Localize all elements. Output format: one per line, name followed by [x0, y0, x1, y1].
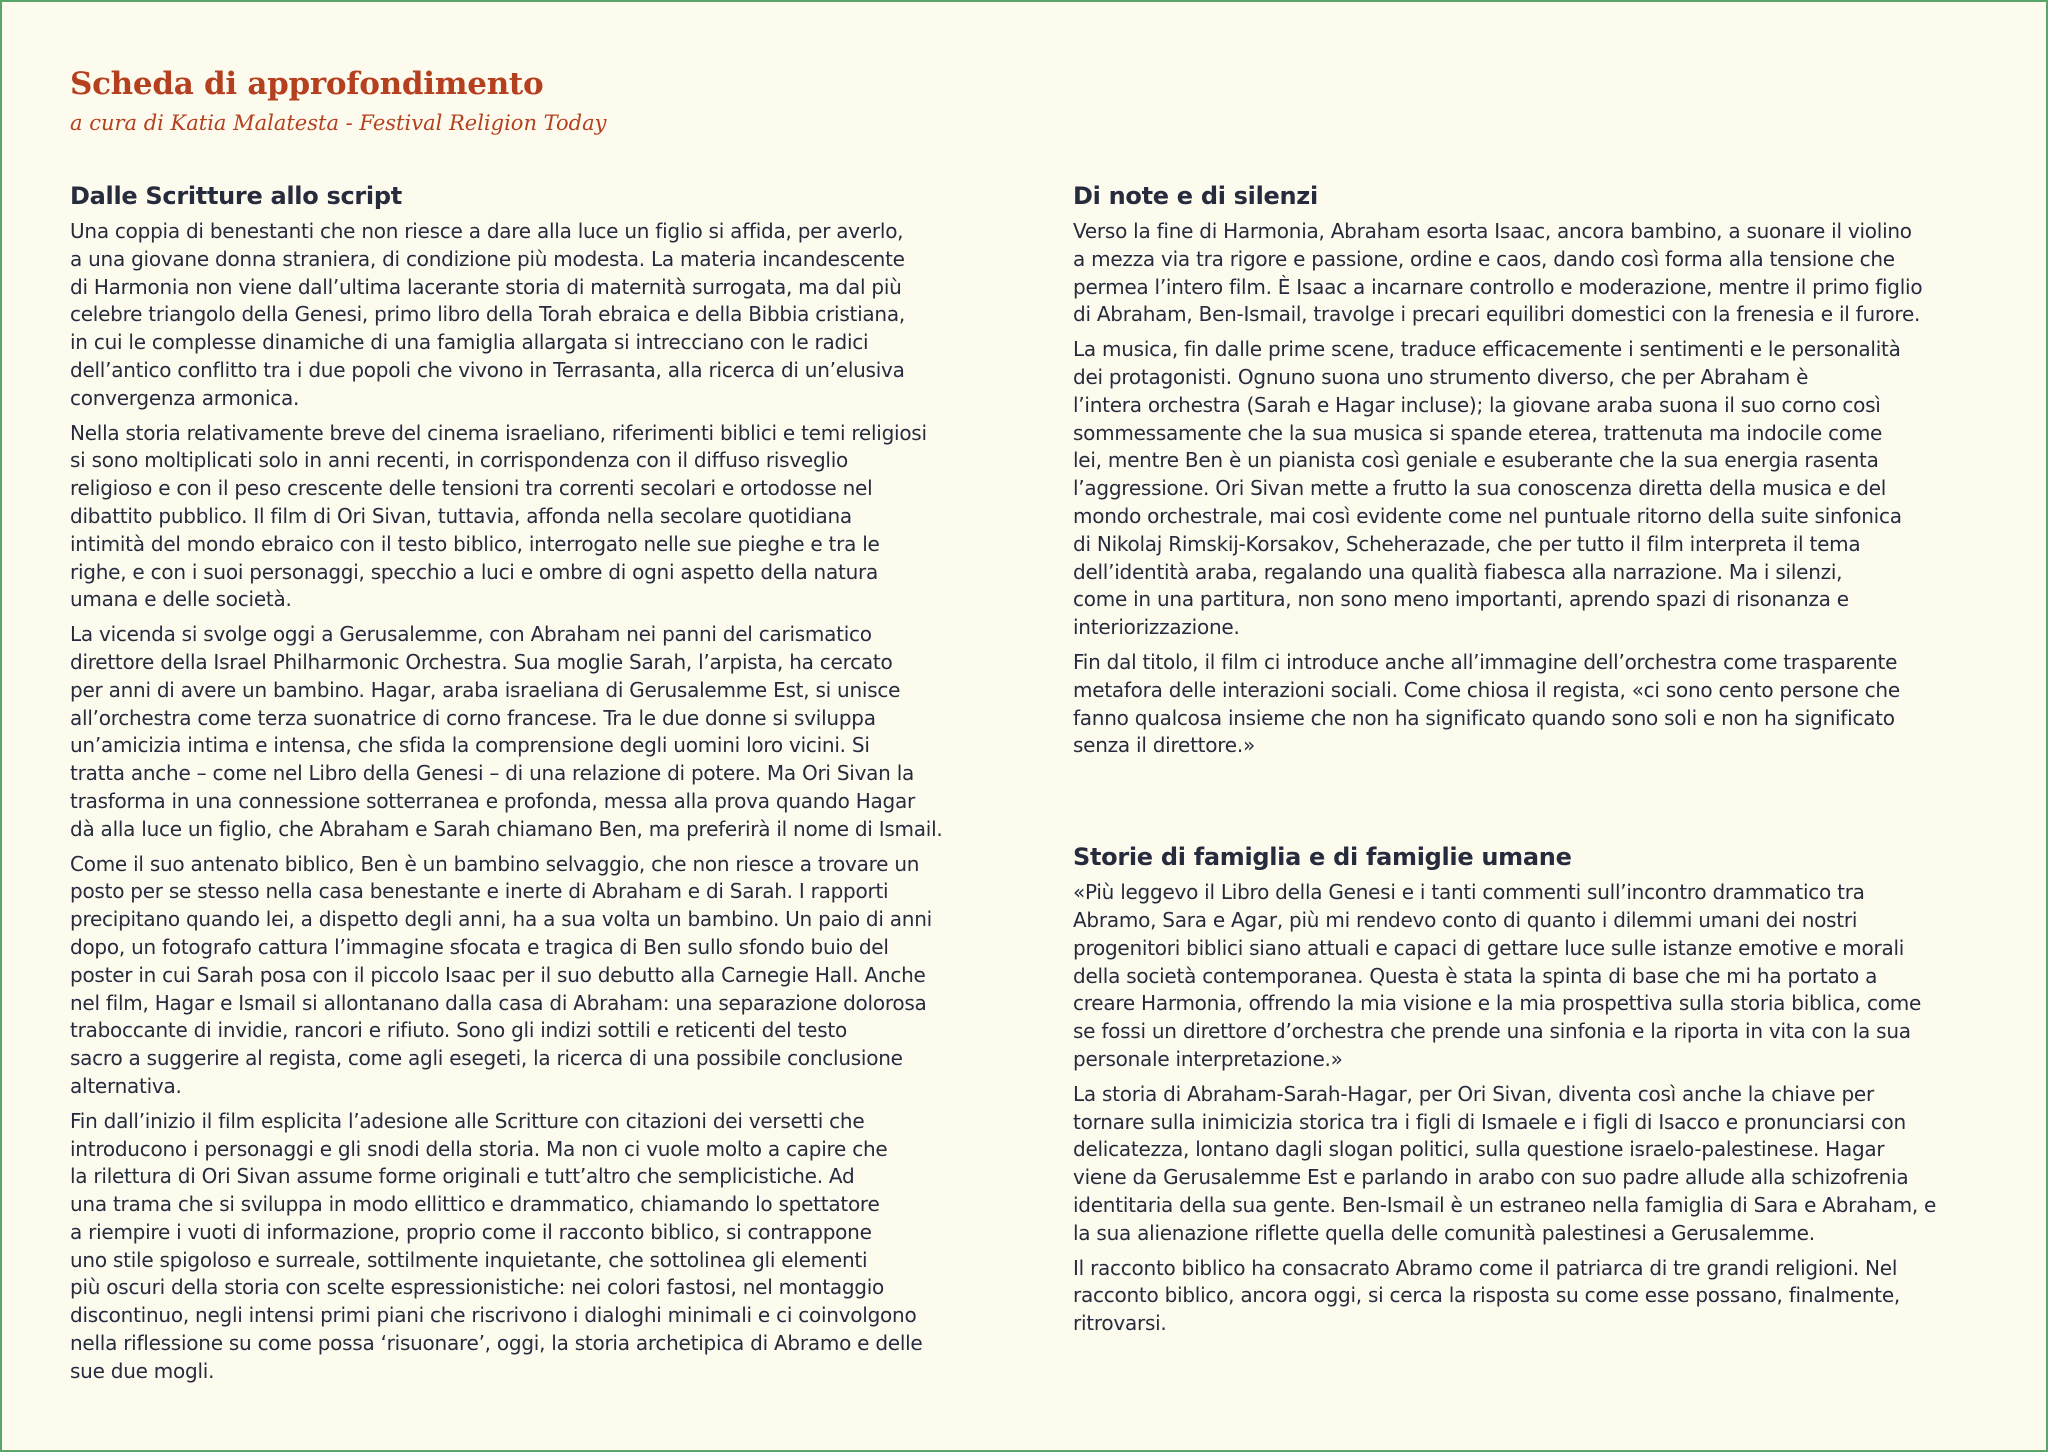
- text-line: Il racconto biblico ha consacrato Abramo come il patriarca di tre grandi religioni. Nel: [1073, 1255, 1898, 1280]
- body-paragraph: [1073, 1081, 2008, 1248]
- text-line: intimità del mondo ebraico con il testo biblico, interrogato nelle sue pieghe e tra le: [70, 531, 880, 556]
- text-line: a una giovane donna straniera, di condizione più modesta. La materia incandescente: [70, 246, 905, 271]
- article-section: [70, 178, 1005, 1386]
- text-line: dei protagonisti. Ognuno suona uno strumento diverso, che per Abraham è: [1073, 364, 1809, 389]
- text-line: identitaria della sua gente. Ben-Ismail è un estraneo nella famiglia di Sara e Abraham, e: [1073, 1192, 1937, 1217]
- text-line: come in una partitura, non sono meno importanti, aprendo spazi di risonanza e: [1073, 587, 1849, 612]
- text-line: dà alla luce un figlio, che Abraham e Sarah chiamano Ben, ma preferirà il nome di Ismail.: [70, 816, 943, 841]
- body-paragraph: [70, 1108, 1005, 1386]
- section-spacer: [1073, 767, 2008, 839]
- text-line: a riempire i vuoti di informazione, proprio come il racconto biblico, si contrappone: [70, 1219, 872, 1244]
- body-paragraph: [70, 218, 1005, 413]
- text-line: dell’identità araba, regalando una qualità fiabesca alla narrazione. Ma i silenzi,: [1073, 559, 1843, 584]
- article-section: [1073, 178, 2008, 760]
- text-line: nel film, Hagar e Ismail si allontanano dalla casa di Abraham: una separazione dolorosa: [70, 990, 927, 1015]
- text-line: trasforma in una connessione sotterranea e profonda, messa alla prova quando Hagar: [70, 788, 915, 813]
- text-line: interiorizzazione.: [1073, 615, 1240, 640]
- text-line: di Nikolaj Rimskij-Korsakov, Scheherazade, che per tutto il film interpreta il tema: [1073, 531, 1861, 556]
- text-line: di Harmonia non viene dall’ultima lacerante storia di maternità surrogata, ma dal più: [70, 274, 902, 299]
- body-paragraph: [70, 420, 1005, 615]
- section-heading: Di note e di silenzi: [1073, 182, 1318, 210]
- text-line: metafora delle interazioni sociali. Come chiosa il regista, «ci sono cento persone che: [1073, 677, 1900, 702]
- body-paragraph: [1073, 649, 2008, 760]
- text-line: l’intera orchestra (Sarah e Hagar incluse); la giovane araba suona il suo corno così: [1073, 392, 1881, 417]
- text-line: «Più leggevo il Libro della Genesi e i tanti commenti sull’incontro drammatico tra: [1073, 880, 1865, 905]
- body-paragraph: [1073, 879, 2008, 1074]
- text-line: sacro a suggerire al regista, come agli esegeti, la ricerca di una possibile conclusione: [70, 1046, 903, 1071]
- text-line: delicatezza, lontano dagli slogan politici, sulla questione israelo-palestinese. Hagar: [1073, 1137, 1885, 1162]
- text-line: poster in cui Sarah posa con il piccolo Isaac per il suo debutto alla Carnegie Hall. Anche: [70, 962, 926, 987]
- text-line: righe, e con i suoi personaggi, specchio a luci e ombre di ogni aspetto della natura: [70, 559, 878, 584]
- text-line: in cui le complesse dinamiche di una famiglia allargata si intrecciano con le radici: [70, 330, 869, 355]
- right-column: [1073, 178, 2008, 1345]
- text-line: Come il suo antenato biblico, Ben è un bambino selvaggio, che non riesce a trovare un: [70, 851, 920, 876]
- text-line: Una coppia di benestanti che non riesce a dare alla luce un figlio si affida, per averlo,: [70, 219, 904, 243]
- text-line: lei, mentre Ben è un pianista così geniale e esuberante che la sua energia rasenta: [1073, 448, 1879, 473]
- text-line: religioso e con il peso crescente delle tensioni tra correnti secolari e ortodosse nel: [70, 476, 873, 501]
- text-line: sommessamente che la sua musica si spande eterea, trattenuta ma indocile come: [1073, 420, 1883, 445]
- text-line: alternativa.: [70, 1073, 182, 1098]
- text-line: un’amicizia intima e intensa, che sfida la comprensione degli uomini loro vicini. Si: [70, 733, 870, 758]
- text-line: Fin dal titolo, il film ci introduce anche all’immagine dell’orchestra come trasparente: [1073, 649, 1898, 674]
- text-line: senza il direttore.»: [1073, 733, 1255, 758]
- text-line: la rilettura di Ori Sivan assume forme originali e tutt’altro che semplicistiche. Ad: [70, 1164, 855, 1189]
- text-line: umana e delle società.: [70, 587, 292, 612]
- text-line: posto per se stesso nella casa benestante e inerte di Abraham e di Sarah. I rapporti: [70, 879, 889, 904]
- text-line: progenitori biblici siano attuali e capaci di gettare luce sulle istanze emotive e morali: [1073, 935, 1905, 960]
- text-line: tratta anche – come nel Libro della Genesi – di una relazione di potere. Ma Ori Sivan la: [70, 761, 915, 786]
- section-heading: Dalle Scritture allo script: [70, 182, 402, 210]
- body-paragraph: [1073, 218, 2008, 329]
- text-line: per anni di avere un bambino. Hagar, araba israeliana di Gerusalemme Est, si unisce: [70, 677, 901, 702]
- text-line: La musica, fin dalle prime scene, traduce efficacemente i sentimenti e le personalità: [1073, 337, 1901, 362]
- text-line: si sono moltiplicati solo in anni recenti, in corrispondenza con il diffuso risveglio: [70, 448, 849, 473]
- text-line: uno stile spigoloso e surreale, sottilmente inquietante, che sottolinea gli elementi: [70, 1247, 868, 1272]
- left-column: [70, 178, 1005, 1393]
- text-line: della società contemporanea. Questa è stata la spinta di base che mi ha portato a: [1073, 963, 1878, 988]
- text-line: sue due mogli.: [70, 1358, 215, 1383]
- text-line: nella riflessione su come possa ‘risuonare’, oggi, la storia archetipica di Abramo e delle: [70, 1331, 923, 1356]
- text-line: fanno qualcosa insieme che non ha significato quando sono soli e non ha significato: [1073, 705, 1895, 730]
- text-line: ritrovarsi.: [1073, 1311, 1167, 1336]
- text-line: personale interpretazione.»: [1073, 1046, 1343, 1071]
- text-line: direttore della Israel Philharmonic Orchestra. Sua moglie Sarah, l’arpista, ha cercato: [70, 649, 893, 674]
- text-line: racconto biblico, ancora oggi, si cerca la risposta su come esse possano, finalmente,: [1073, 1283, 1901, 1308]
- body-paragraph: [1073, 336, 2008, 642]
- text-line: Verso la fine di Harmonia, Abraham esorta Isaac, ancora bambino, a suonare il violino: [1073, 219, 1912, 243]
- text-line: mondo orchestrale, mai così evidente come nel puntuale ritorno della suite sinfonica: [1073, 503, 1902, 528]
- text-line: La vicenda si svolge oggi a Gerusalemme, con Abraham nei panni del carismatico: [70, 622, 872, 647]
- page-subtitle: a cura di Katia Malatesta - Festival Religion Today: [70, 111, 607, 135]
- text-line: a mezza via tra rigore e passione, ordine e caos, dando così forma alla tensione che: [1073, 246, 1895, 271]
- text-line: la sua alienazione riflette quella delle comunità palestinesi a Gerusalemme.: [1073, 1220, 1815, 1245]
- text-line: all’orchestra come terza suonatrice di corno francese. Tra le due donne si sviluppa: [70, 705, 876, 730]
- page-header: [70, 60, 1070, 138]
- text-line: creare Harmonia, offrendo la mia visione e la mia prospettiva sulla storia biblica, come: [1073, 991, 1922, 1016]
- text-line: celebre triangolo della Genesi, primo libro della Torah ebraica e della Bibbia cristiana,: [70, 302, 905, 327]
- text-line: dibattito pubblico. Il film di Ori Sivan, tuttavia, affonda nella secolare quotidiana: [70, 503, 852, 528]
- text-line: se fossi un direttore d’orchestra che prende una sinfonia e la riporta in vita con la sua: [1073, 1019, 1911, 1044]
- text-line: l’aggressione. Ori Sivan mette a frutto la sua conoscenza diretta della musica e del: [1073, 476, 1887, 501]
- text-line: permea l’intero film. È Isaac a incarnare controllo e moderazione, mentre il primo figlio: [1073, 274, 1923, 299]
- text-line: dopo, un fotografo cattura l’immagine sfocata e tragica di Ben sullo sfondo buio del: [70, 934, 889, 959]
- text-line: precipitano quando lei, a dispetto degli anni, ha a sua volta un bambino. Un paio di anni: [70, 907, 932, 932]
- text-line: di Abraham, Ben-Ismail, travolge i precari equilibri domestici con la frenesia e il furore.: [1073, 302, 1921, 327]
- page-title: Scheda di approfondimento: [70, 66, 544, 102]
- text-line: convergenza armonica.: [70, 385, 300, 410]
- text-line: Abramo, Sara e Agar, più mi rendevo conto di quanto i dilemmi umani dei nostri: [1073, 907, 1858, 932]
- text-line: La storia di Abraham-Sarah-Hagar, per Ori Sivan, diventa così anche la chiave per: [1073, 1081, 1874, 1106]
- body-paragraph: [1073, 1255, 2008, 1338]
- article-section: [1073, 839, 2008, 1338]
- text-line: più oscuri della storia con scelte espressionistiche: nei colori fastosi, nel montaggio: [70, 1275, 885, 1300]
- text-line: dell’antico conflitto tra i due popoli che vivono in Terrasanta, alla ricerca di un’elusiva: [70, 357, 905, 382]
- text-line: tornare sulla inimicizia storica tra i figli di Ismaele e i figli di Isacco e pronunciarsi con: [1073, 1109, 1906, 1134]
- body-paragraph: [70, 621, 1005, 843]
- text-line: discontinuo, negli intensi primi piani che riscrivono i dialoghi minimali e ci coinvolgono: [70, 1303, 917, 1328]
- text-line: Fin dall’inizio il film esplicita l’adesione alle Scritture con citazioni dei versetti che: [70, 1108, 865, 1133]
- text-line: traboccante di invidie, rancori e rifiuto. Sono gli indizi sottili e reticenti del testo: [70, 1018, 847, 1043]
- body-paragraph: [70, 851, 1005, 1101]
- text-line: Nella storia relativamente breve del cinema israeliano, riferimenti biblici e temi religiosi: [70, 420, 927, 445]
- section-heading: Storie di famiglia e di famiglie umane: [1073, 843, 1572, 872]
- text-line: viene da Gerusalemme Est e parlando in arabo con suo padre allude alla schizofrenia: [1073, 1165, 1909, 1190]
- text-line: una trama che si sviluppa in modo ellittico e drammatico, chiamando lo spettatore: [70, 1192, 880, 1217]
- text-line: introducono i personaggi e gli snodi della storia. Ma non ci vuole molto a capire che: [70, 1136, 888, 1161]
